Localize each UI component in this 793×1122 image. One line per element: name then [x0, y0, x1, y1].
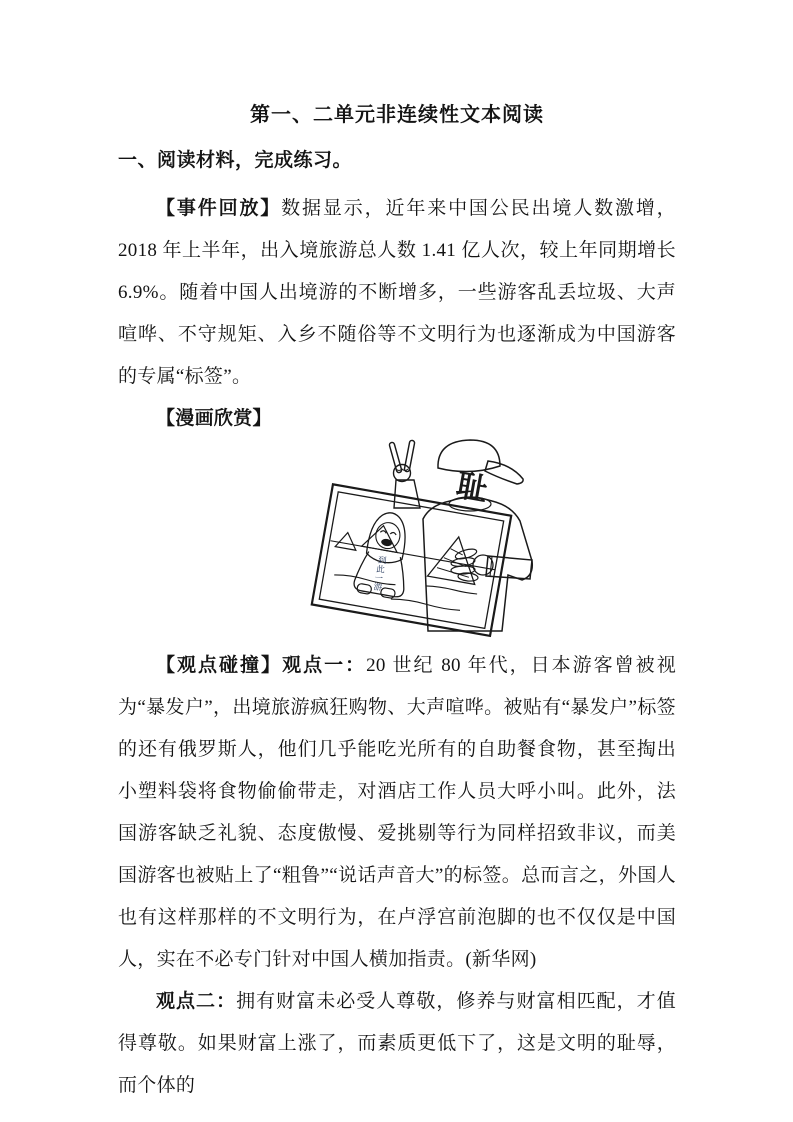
viewpoint1-text: 20 世纪 80 年代，日本游客曾被视为“暴发户”，出境旅游疯狂购物、大声喧哗。被贴有“暴发户”标签的还有俄罗斯人，他们几乎能吃光所有的自助餐食物，甚至掏出小塑料袋将食物偷偷带走，对酒店工作人员大呼小叫。此外，法国游客缺乏礼貌、态度傲慢、爱挑剔等行为同样招致非议，而美国游客也被贴上了“粗鲁”“说话声音大”的标签。总而言之，外国人也有这样那样的不文明行为，在卢浮宫前泡脚的也不仅仅是中国人，实在不必专门针对中国人横加指责。(新华网) — [118, 655, 676, 970]
graffiti-char: 游 — [373, 581, 383, 593]
page-title: 第一、二单元非连续性文本阅读 — [250, 104, 544, 126]
tourist-shame-cartoon — [280, 426, 560, 646]
horizon-line — [331, 541, 495, 570]
text-column — [118, 0, 676, 1107]
graffiti-char: 到 — [377, 554, 388, 566]
tourist-torso — [423, 498, 532, 632]
comic-section-label: 【漫画欣赏】 — [156, 408, 272, 429]
event-recap-paragraph — [118, 188, 676, 398]
shame-character: 耻 — [453, 467, 491, 508]
viewpoint-paragraph-2 — [118, 981, 676, 1107]
event-recap-label: 【事件回放】 — [156, 198, 282, 219]
viewpoint2-text: 拥有财富未必受人尊敬，修养与财富相匹配，才值得尊敬。如果财富上涨了，而素质更低下了，这是文明的耻辱，而个体的 — [118, 991, 677, 1096]
viewpoint2-label: 观点二： — [156, 991, 237, 1012]
sand-lines — [332, 569, 477, 614]
small-pyramid-icon — [335, 531, 358, 550]
comic-illustration — [118, 440, 676, 645]
event-recap-text: 数据显示，近年来中国公民出境人数激增，2018 年上半年，出入境旅游总人数 1.41 亿人次，较上年同期增长 6.9%。随着中国人出境游的不断增多，一些游客乱丢垃圾、大声喧哗、不守规矩、入乡不随俗等不文明行为也逐渐成为中国游客的专属“标签”。 — [118, 198, 676, 387]
section-instruction: 一、阅读材料，完成练习。 — [118, 150, 353, 171]
viewpoint1-label: 观点一： — [282, 655, 367, 676]
photo-frame — [312, 484, 511, 636]
graffiti-char: 一 — [374, 572, 384, 584]
graffiti-char: 此 — [375, 563, 386, 575]
viewpoint-clash-label: 【观点碰撞】 — [156, 655, 283, 676]
viewpoint-paragraph-1 — [118, 645, 676, 981]
